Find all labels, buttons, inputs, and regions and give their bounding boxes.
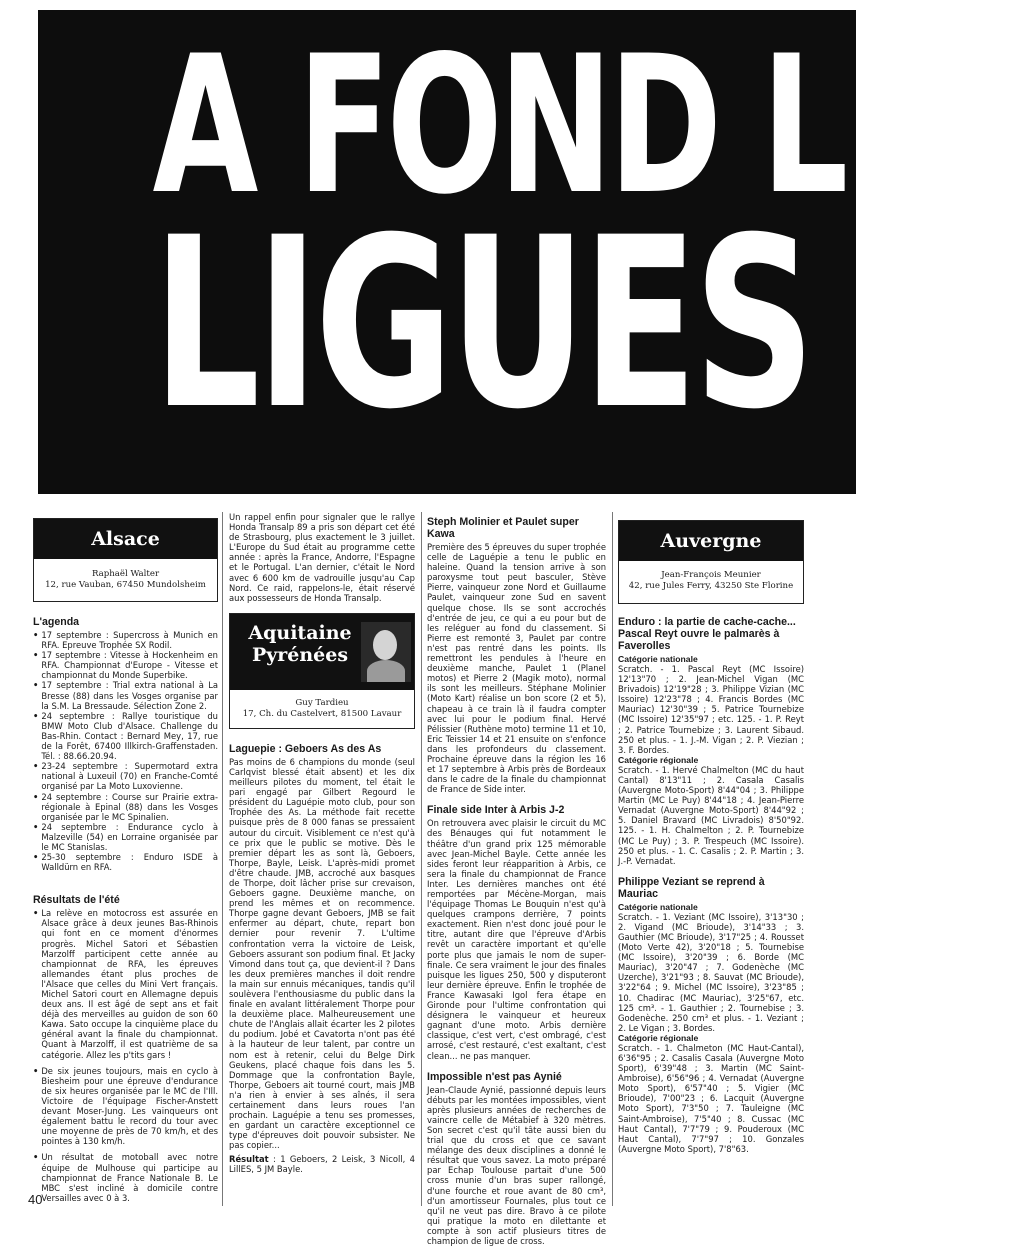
molinier-heading: Steph Molinier et Paulet super Kawa — [427, 516, 579, 540]
agenda-item-text: 25-30 septembre : Enduro ISDE à Walldürn en RFA. — [41, 852, 218, 873]
column-rule — [421, 512, 422, 1206]
agenda-item-text: 17 septembre : Trial extra national à La Bresse (88) dans les Vosges organise par la S.M. La Bressaude. Sélection Zone 2. — [41, 680, 218, 711]
laguepie-body: Pas moins de 6 champions du monde (seul Carlqvist blessé était absent) et les dix meilleurs pilotes du moment, tel était le pari engagé par Gilbert Regourd le président du Laguépie moto club, pour son Trophée des As. La méthode fait recette puisque près de 8 000 fanas se pressaient autour du circuit. Visiblement ce n'est qu'à ce prix que le public se motive. Dès le premier départ les as sont là, Geboers, Thorpe, Bayle, Leisk. L'après-midi promet d'être chaude. JMB, accroché aux basques de Thorpe, doit lâcher prise sur crevaison, Geboers gagne. Deuxième manche, on prend les mêmes et on recommence. Thorpe gagne devant Geboers, JMB se fait enfermer au départ, chute, repart bon dernier pour revenir 7. L'ultime confrontation verra la victoire de Leisk, Geboers assurant son podium final. Et Jacky Vimond dans tout ça, que devient-il ? Dans les deux premières manches il doit rendre la main sur ennuis mécaniques, tandis qu'il soulèvera l'enthousiasme du public dans la finale en avalant littéralement Thorpe pour la deuxième place. Malheureusement une chute de l'Anglais allait écarter les 2 pilotes du podium. Jobé et Cavatorta n'ont pas été à la hauteur de leur talent, par contre un nom est à retenir, celui du Belge Dirk Geukens, placé chaque fois dans les 5. Dommage que la confrontation Bayle, Thorpe, Geboers ait tourné court, mais JMB n'a rien à envier à ses aînés, il sera certainement dans leurs roues l'an prochain. Laguépie a tenu ses promesses, en gardant un caractère exceptionnel ce type d'épreuves doit pouvoir subsister. Ne pas copier... — [229, 756, 415, 1151]
agenda-item-text: 24 septembre : Rallye touristique du BMW Moto Club d'Alsace. Challenge du Bas-Rhin. Contact : Bernard Mey, 17, rue de la Forêt, 67400 Illkirch-Graffenstaden. Tél. : 88.66.20.94. — [41, 710, 218, 762]
results-item — [33, 1066, 218, 1147]
agenda-item-text: 24 septembre : Course sur Prairie extra-régionale à Epinal (88) dans les Vosges organisée par le MC Spinalien. — [41, 791, 218, 822]
auvergne-contact-address: 42, rue Jules Ferry, 43250 Ste Florine — [628, 581, 794, 591]
agenda-item — [33, 792, 218, 822]
auvergne-header-box — [618, 520, 804, 604]
contact-portrait-photo — [361, 622, 411, 682]
results-item — [33, 908, 218, 1059]
results-item-text: De six jeunes toujours, mais en cyclo à Biesheim pour une épreuve d'endurance de six heures organisée par le MC de l'Ill. Victoire de l'équipage Fischer-Anstett devant Moser-Jung. Les vainqueurs ont également battu le record du tour avec une moyenne de près de 70 km/h, et des pointes à 130 km/h. — [41, 1065, 218, 1147]
agenda-item — [33, 650, 218, 680]
auvergne-contact-name: Jean-François Meunier — [661, 570, 761, 580]
aquitaine-title-line-2: Pyrénées — [251, 643, 349, 666]
bullet-icon: • — [33, 761, 39, 772]
bullet-icon: • — [33, 821, 39, 832]
alsace-agenda-list — [33, 630, 218, 872]
bullet-icon: • — [33, 1152, 39, 1163]
agenda-item — [33, 630, 218, 650]
bullet-icon: • — [33, 791, 39, 802]
laguepie-heading: Laguepie : Geboers As des As — [229, 742, 382, 755]
results-item — [33, 1152, 218, 1202]
aynie-heading: Impossible n'est pas Aynié — [427, 1070, 562, 1083]
agenda-item-text: 24 septembre : Endurance cyclo à Malzeville (54) en Lorraine organisée par le MC Stanislas. — [41, 821, 218, 852]
auvergne-title: Auvergne — [619, 521, 803, 561]
results-item-text: Un résultat de motoball avec notre équipe de Mulhouse qui participe au championnat de France Nationale B. Le MBC s'est incliné à domicile contre Versailles avec 0 à 3. — [41, 1152, 218, 1203]
column-aquitaine — [229, 512, 415, 1174]
result-label: Résultat — [229, 1153, 269, 1164]
alsace-contact-name: Raphaël Walter — [91, 569, 160, 579]
faverolles-regional-results: Scratch. - 1. Hervé Chalmelton (MC du haut Cantal) 8'13"11 ; 2. Casala Casalis (Auvergne Moto-Sport) 8'44"04 ; 3. Philippe Martin (MC Le Puy) 8'44"18 ; 4. Jean-Pierre Vernadat (Auvergne Moto-Sport) 8'44"92 ; 5. Daniel Bravard (MC Livradois) 8'50"92. 125. - 1. H. Chalmelton ; 2. P. Tournebize (MC Le Puy) ; 3. P. Trespeuch (MC Issoire). 250 et plus. - 1. C. Casalis ; 2. P. Martin ; 3. J.-P. Vernadat. — [618, 764, 804, 866]
results-item-text: La relève en motocross est assurée en Alsace grâce à deux jeunes Bas-Rhinois qui font en ce moment d'énormes progrès. Michel Satori et Sébastien Marzolff participent cette année au championnat de RFA, les épreuves allemandes étant plus proches de l'Alsace que celles du Mini Vert français. Michel Satori court en Allemagne depuis deux ans. Il est âgé de sept ans et fait déjà des merveilles au guidon de son 60 Kawa. Sato occupe la cinquième place du général avant la finale du championnat. Quant à Marzolff, il est quatrième de sa catégorie. Allez les p'tits gars ! — [41, 908, 218, 1060]
bullet-icon: • — [33, 710, 39, 721]
faverolles-national-results: Scratch. - 1. Pascal Reyt (MC Issoire) 12'13"70 ; 2. Jean-Michel Vigan (MC Brivadois) 12'19"28 ; 3. Philippe Vizian (MC Issoire) 12'23"78 ; 4. Francis Bordes (MC Mauriac) 12'30"39 ; 5. Patrice Tournebize (MC Issoire) 12'35"97 ; etc. 125. - 1. P. Reyt ; 2. Patrice Tournebize ; 3. Laurent Sibaud. 250 et plus. - 1. J.-M. Vigan ; 2. P. Viezian ; 3. F. Bordes. — [618, 664, 804, 755]
agenda-item — [33, 680, 218, 710]
headline-line-2: LIGUES — [152, 188, 812, 461]
aynie-body: Jean-Claude Aynié, passionné depuis leurs débuts par les montées impossibles, vient après plusieurs années de recherches de vaincre celle de Métabief à 320 mètres. Son secret c'est qu'il tâte aussi bien du trial que du cross et que ce savant mélange des deux disciplines a donné le résultat que vous savez. La moto préparé par Echap Toulouse partait d'une 500 cross munie d'un bras super rallongé, d'une fourche et roue avant de 80 cm³, d'un amortisseur Fournales, plus tout ce qu'il ne veut pas dire. Bravo à ce pilote qui pratique la moto en dilettante et compte à son actif plusieurs titres de champion de ligue de cross. — [427, 1084, 606, 1246]
agenda-item — [33, 761, 218, 791]
agenda-item-text: 17 septembre : Vitesse à Hockenheim en RFA. Championnat d'Europe - Vitesse et championnat du Monde Superbike. — [41, 650, 218, 681]
alsace-agenda-heading: L'agenda — [33, 616, 80, 628]
result-text: : 1 Geboers, 2 Leisk, 3 Nicoll, 4 LillES, 5 JM Bayle. — [229, 1153, 415, 1174]
mauriac-national-label: Catégorie nationale — [618, 901, 698, 912]
molinier-body: Première des 5 épreuves du super trophée celle de Laguépie a tenu le public en haleine. Quand la tension arrive à son paroxysme tout peut basculer, Stève Pierre, vainqueur zone Nord et Guillaume Paulet, vainqueur zone Sud en savent quelque chose. Ils se sont accrochés d'entrée de jeu, ce qui a eu pour but de les reléguer au fond du classement. Si Pierre est remonté 3, Paulet par contre n'est pas rentré dans les points. Ils remettront les pendules à l'heure en deuxième manche, Paulet 1 (Planel motos) et Pierre 2 (Magik moto), normal ils sont les meilleurs. Stéphane Molinier (Moto Kart) réalise un bon score (2 et 5), chapeau à ce train là il faudra compter avec lui pour le podium final. Hervé Pélissier (Ruthène moto) termine 11 et 10, Eric Teissier 14 et 21 ensuite on s'enfonce dans les profondeurs du classement. Prochaine épreuve dans la région les 16 et 17 septembre à Arbis près de Bordeaux dans le cadre de la finale du championnat de France de Side inter. — [427, 542, 606, 795]
page-number: 40 — [28, 1192, 43, 1207]
column-alsace — [33, 512, 218, 1203]
bullet-icon: • — [33, 852, 39, 863]
bullet-icon: • — [33, 650, 39, 661]
bullet-icon: • — [33, 680, 39, 691]
mauriac-national-results: Scratch. - 1. Veziant (MC Issoire), 3'13"30 ; 2. Vigand (MC Brioude), 3'14"33 ; 3. Gauthier (MC Brioude), 3'17"25 ; 4. Rousset (Moto Verte 42), 3'20"18 ; 5. Tournebise (MC Issoire), 3'20"39 ; 6. Borde (MC Mauriac), 3'20"47 ; 7. Godenèche (MC Uzerche), 3'21"93 ; 8. Sauvat (MC Brioude), 3'22"64 ; 9. Michel (MC Issoire), 3'23"85 ; 10. Chadirac (MC Mauriac), 3'25"67, etc. 125 cm³. - 1. Gauthier ; 2. Tournebise ; 3. Godenèche. 250 cm³ et plus. - 1. Veziant ; 2. Le Vigan ; 3. Bordes. — [618, 911, 804, 1033]
alsace-contact-address: 12, rue Vauban, 67450 Mundolsheim — [45, 580, 206, 590]
aquitaine-header-box — [229, 613, 415, 729]
column-rule — [612, 512, 613, 1206]
laguepie-result — [229, 1154, 415, 1174]
alsace-header-box — [33, 518, 218, 602]
faverolles-regional-label: Catégorie régionale — [618, 754, 699, 765]
alsace-results-list — [33, 908, 218, 1203]
mauriac-regional-label: Catégorie régionale — [618, 1032, 699, 1043]
headline-line-1: A FOND LES — [152, 15, 1027, 236]
arbis-heading: Finale side Inter à Arbis J-2 — [427, 804, 565, 817]
agenda-item — [33, 852, 218, 872]
alsace-title: Alsace — [34, 519, 217, 559]
aquitaine-title-line-1: Aquitaine — [248, 621, 352, 644]
column-rule — [222, 512, 223, 1206]
arbis-body: On retrouvera avec plaisir le circuit du MC des Bénauges qui fut notamment le théâtre d'un grand prix 125 mémorable avec Jean-Michel Bayle. Cette année les sides feront leur réapparition à Arbis, ce sera la finale du championnat de France Inter. Les dernières manches ont été remportées par Mécène-Morgan, mais l'équipage Thomas Le Bouquin n'est qu'à quelques crampons derrière, 7 points exactement. Rien n'est donc joué pour le titre, autant dire que l'épreuve d'Arbis revêt un caractère important et qu'elle porte plus que jamais le nom de super-finale. Ce sera vraiment le jour des finales puisque les ligues 250, 500 y disputeront leur dernière épreuve. Enfin le trophée de France Kawasaki Igol fera étape en Gironde pour l'ultime confrontation qui désignera le vainqueur et heureux gagnant d'une moto. Arbis dernière classique, c'est vert, c'est ombragé, c'est arrosé, c'est restauré, c'est exaltant, c'est clean... ne pas manquer. — [427, 818, 606, 1061]
transalp-paragraph: Un rappel enfin pour signaler que le rallye Honda Transalp 89 a pris son départ cet été de Strasbourg, plus exactement le 3 juillet. L'Europe du Sud était au programme cette année : après la France, Andorre, l'Espagne et le Portugal. L'an dernier, c'était le Nord avec 6 600 km de vadrouille jusqu'au Cap Nord. Ce raid, rappelons-le, était réservé aux possesseurs de Honda Transalp. — [229, 512, 415, 603]
bullet-icon: • — [33, 1065, 39, 1076]
aquitaine-contact-address: 17, Ch. du Castelvert, 81500 Lavaur — [242, 708, 402, 719]
headline-banner — [38, 10, 1027, 494]
mauriac-heading: Philippe Veziant se reprend à Mauriac — [618, 875, 765, 900]
column-midi — [427, 512, 606, 1246]
bullet-icon: • — [33, 630, 39, 640]
column-auvergne — [618, 512, 804, 1154]
agenda-item-text: 17 septembre : Supercross à Munich en RFA. Epreuve Trophée SX Rodil. — [41, 630, 218, 651]
agenda-item — [33, 822, 218, 852]
alsace-results-heading: Résultats de l'été — [33, 894, 120, 907]
agenda-item — [33, 711, 218, 761]
aquitaine-contact-name: Guy Tardieu — [295, 697, 349, 708]
faverolles-heading: Enduro : la partie de cache-cache... Pascal Reyt ouvre le palmarès à Faverolles — [618, 616, 796, 652]
mauriac-regional-results: Scratch. - 1. Chalmeton (MC Haut-Cantal), 6'36"95 ; 2. Casalis Casala (Auvergne Moto Sport), 6'39"48 ; 3. Martin (MC Saint-Ambroise), 6'56"96 ; 4. Vernadat (Auvergne Moto Sport), 6'57"40 ; 5. Vigier (MC Brioude), 7'00"23 ; 6. Lacquit (Auvergne Moto Sport), 7'3"50 ; 7. Tauleigne (MC Saint-Ambroise), 7'5"40 ; 8. Cussac (MC Haut Cantal), 7'7"79 ; 9. Pouderoux (MC Haut Cantal), 7'7"97 ; 10. Gonzales (Auvergne Moto Sport), 7'8"63. — [618, 1042, 804, 1154]
faverolles-national-label: Catégorie nationale — [618, 654, 698, 664]
agenda-item-text: 23-24 septembre : Supermotard extra national à Luxeuil (70) en Franche-Comté organisé par La Moto Luxovienne. — [41, 761, 218, 792]
bullet-icon: • — [33, 908, 39, 919]
